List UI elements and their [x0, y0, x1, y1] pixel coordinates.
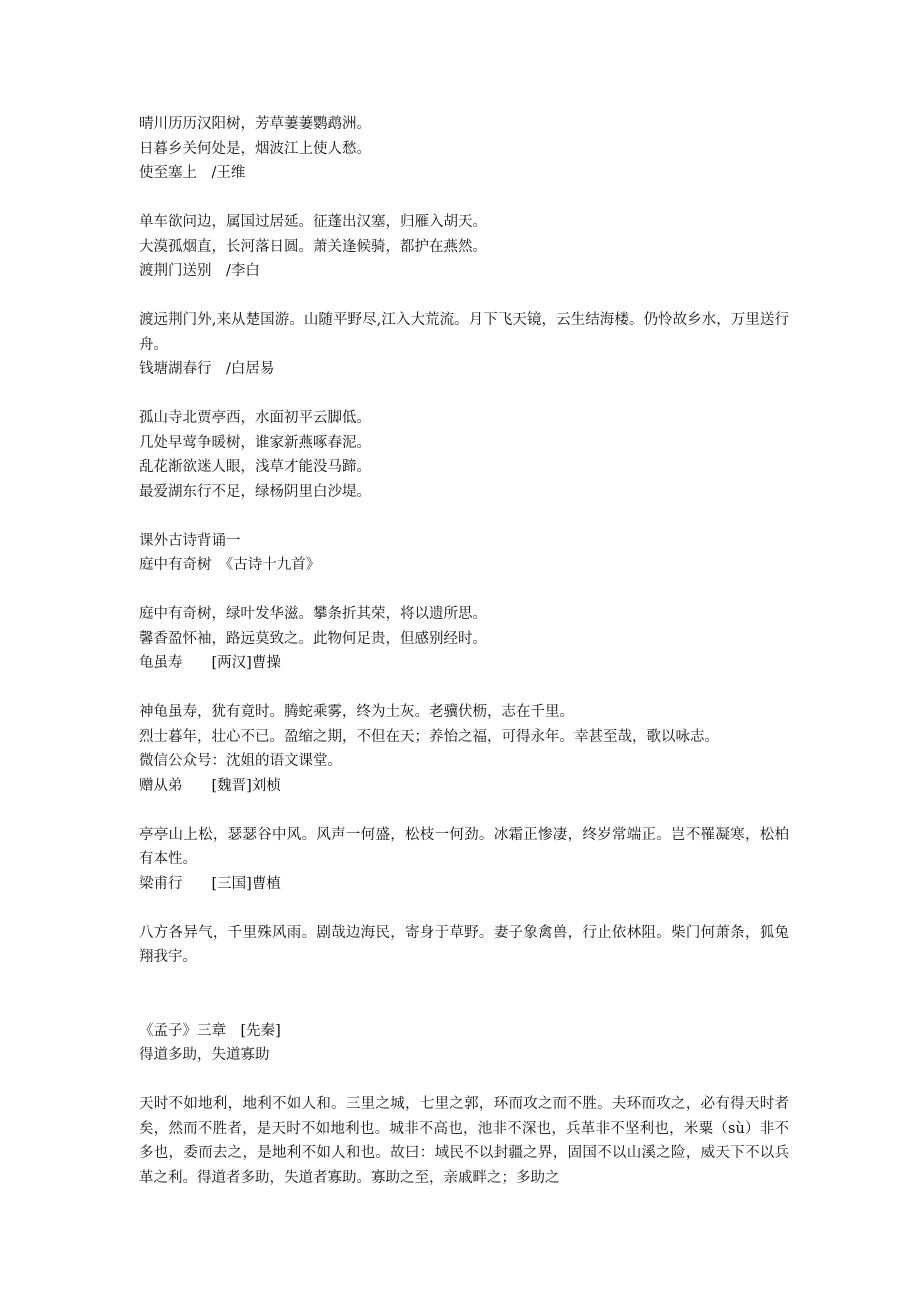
paragraph-spacer [139, 798, 789, 823]
paragraph-spacer [139, 382, 789, 407]
section-spacer [139, 970, 789, 1019]
text-line: 赠从弟 [魏晋]刘桢 [139, 777, 281, 794]
text-paragraph: 天时不如地利，地利不如人和。三里之城，七里之郭，环而攻之而不胜。夫环而攻之，必有得天时者矣，然而不胜者，是天时不如地利也。城非不高也，池非不深也，兵革非不坚利也，米粟（sù）非不多也，委而去之，是地利不如人和也。故曰：域民不以封疆之界，固国不以山溪之险，威天下不以兵革之利。得道者多助，失道者寡助。寡助之至，亲戚畔之；多助之 [139, 1096, 789, 1186]
text-line: 钱塘湖春行 /白居易 [139, 361, 275, 377]
text-line: 神龟虽寿，犹有竟时。腾蛇乘雾，终为土灰。老骥伏枥，志在千里。 [139, 704, 574, 720]
text-line: 课外古诗背诵一 [139, 532, 241, 549]
text-line: 最爱湖东行不足，绿杨阴里白沙堤。 [139, 483, 371, 500]
paragraph-spacer [139, 186, 789, 211]
paragraph-spacer [139, 676, 789, 701]
text-line: 使至塞上 /王维 [139, 165, 246, 181]
text-line: 烈士暮年，壮心不已。盈缩之期，不但在天；养怡之福，可得永年。幸甚至哉，歌以咏志。 [139, 728, 719, 745]
text-line: 大漠孤烟直，长河落日圆。萧关逢候骑，都护在燕然。 [139, 238, 487, 255]
text-line: 晴川历历汉阳树，芳草萋萋鹦鹉洲。 [139, 116, 371, 132]
text-line: 微信公众号：沈姐的语文课堂。 [139, 753, 342, 769]
text-line: 龟虽寿 [两汉]曹操 [139, 655, 281, 671]
text-line: 乱花渐欲迷人眼，浅草才能没马蹄。 [139, 459, 371, 475]
text-line: 日暮乡关何处是，烟波江上使人愁。 [139, 140, 371, 157]
text-paragraph: 渡远荆门外,来从楚国游。山随平野尽,江入大荒流。月下飞天镜，云生结海楼。仍怜故乡水，万里送行舟。 [139, 312, 789, 353]
text-line: 单车欲问边，属国过居延。征蓬出汉塞，归雁入胡天。 [139, 214, 487, 230]
text-line: 梁甫行 [三国]曹植 [139, 875, 281, 892]
text-line: 得道多助，失道寡助 [139, 1047, 270, 1063]
text-line: 渡荆门送别 /李白 [139, 263, 260, 279]
text-line: 馨香盈怀袖，路远莫致之。此物何足贵，但感别经时。 [139, 630, 487, 647]
text-line: 孤山寺北贾亭西，水面初平云脚低。 [139, 410, 371, 426]
text-line: 《孟子》三章 [先秦] [139, 1022, 281, 1039]
text-paragraph: 亭亭山上松，瑟瑟谷中风。风声一何盛，松枝一何劲。冰霜正惨凄，终岁常端正。岂不罹凝寒，松柏有本性。 [139, 826, 789, 867]
paragraph-spacer [139, 896, 789, 921]
paragraph-spacer [139, 504, 789, 529]
text-line: 庭中有奇树 《古诗十九首》 [139, 557, 321, 573]
paragraph-spacer [139, 1068, 789, 1093]
text-line: 庭中有奇树，绿叶发华滋。攀条折其荣，将以遗所思。 [139, 606, 487, 622]
text-line: 几处早莺争暖树，谁家新燕啄春泥。 [139, 434, 371, 451]
paragraph-spacer [139, 284, 789, 309]
text-paragraph: 八方各异气，千里殊风雨。剧哉边海民，寄身于草野。妻子象禽兽，行止依林阻。柴门何萧条，狐兔翔我宇。 [139, 924, 789, 965]
paragraph-spacer [139, 578, 789, 603]
document-page [139, 112, 789, 1190]
